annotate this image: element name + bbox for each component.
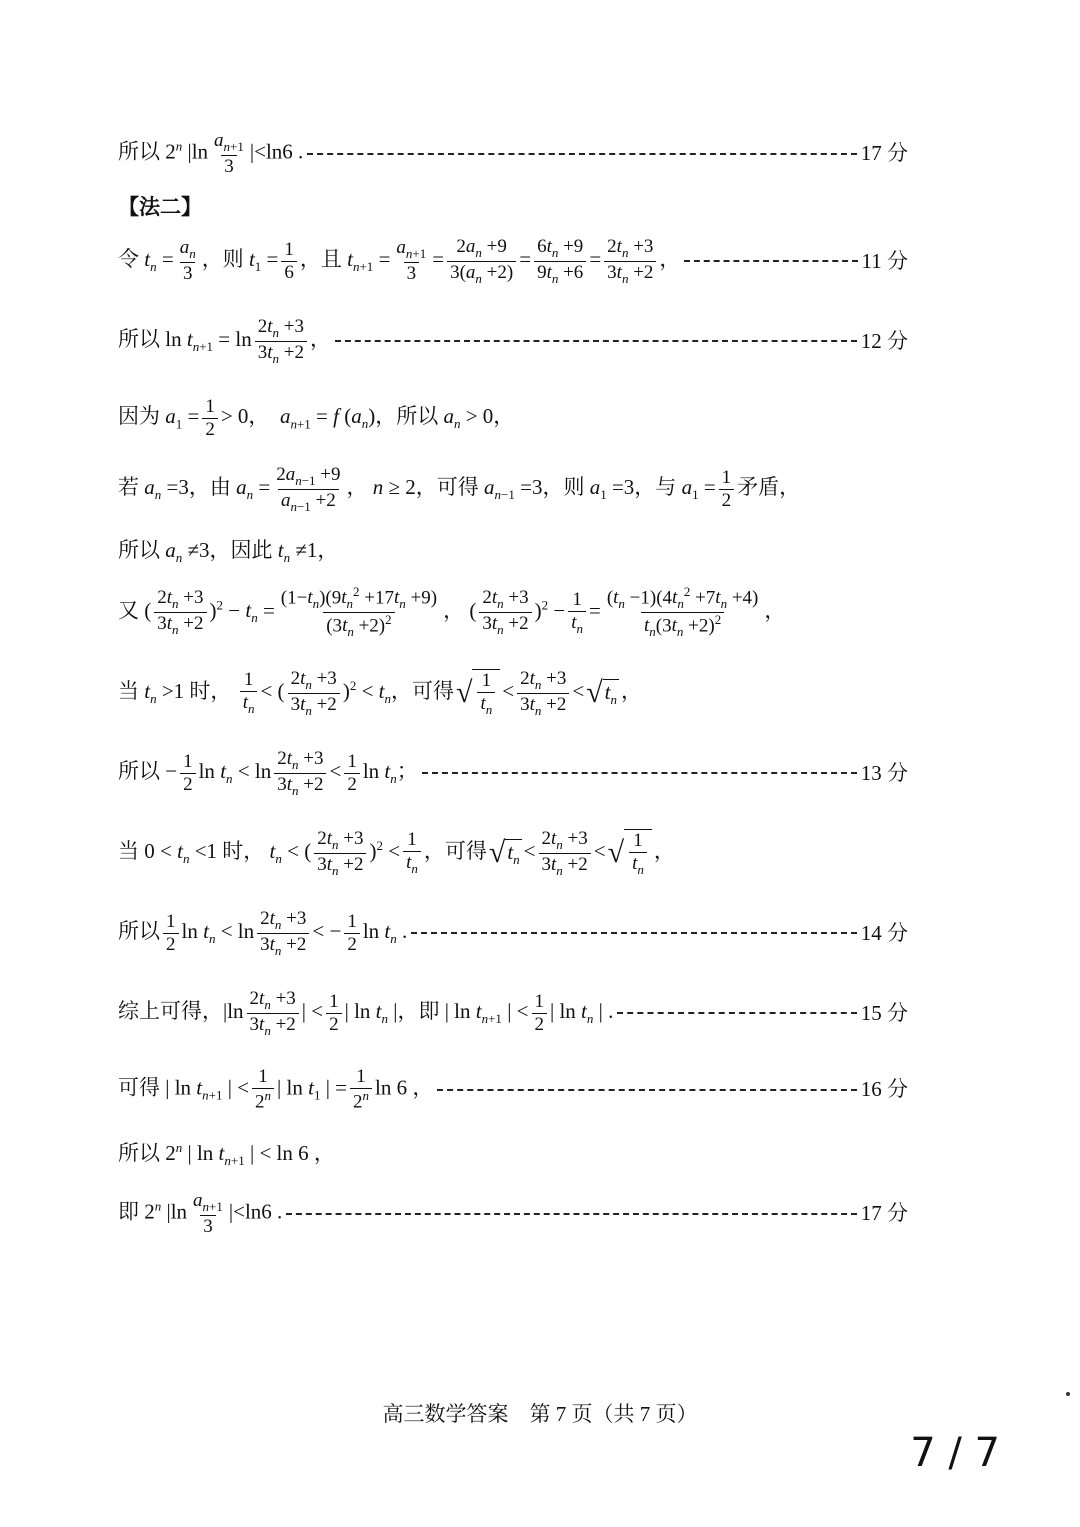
line-11-score [118, 236, 908, 286]
line-positivity [118, 396, 908, 441]
line-16-score [118, 1066, 908, 1113]
formula-text: 所以 $\frac{1}{2}$ $\ln t_n < \ln$ $\frac{2t_n +3}{3t_n +2}$ < − $\frac{1}{2}$ $\ln t_n$ . [118, 908, 408, 958]
formula-text: 所以 2$^n$ | $\ln t_{n+1}$ | < ln 6 ， [118, 1140, 335, 1169]
leader-dots [437, 1089, 856, 1091]
formula-text: 因为 $a_1$ = $\frac{1}{2}$ > 0， $a_{n+1} = f$ $(a_n)$，所以 $a_n > 0$， [118, 396, 515, 440]
formula-text: 综上可得，|ln $\frac{2t_n +3}{3t_n +2}$ | < $\frac{1}{2}$ | $\ln t_n$ |，即 | $\ln t_{n+1}$ | < $\frac{1}{2}$ | $\ln t_n$ | . [118, 988, 614, 1038]
score-label: 15 分 [860, 1000, 908, 1025]
line-14-score [118, 908, 908, 958]
formula-text: 可得 | $\ln t_{n+1}$ | < $\frac{1}{2^n}$ | $\ln t_1$ | = $\frac{1}{2^n}$ ln 6 ， [118, 1066, 434, 1113]
formula-text: 若 $a_n =3$，由 $a_n$ = $\frac{2a_{n-1} +9}{a_{n-1} +2}$ ， n ≥ 2，可得 $a_{n-1} =3$，则 $a_1 =3$，与 $a_1$ = $\frac{1}{2}$ 矛盾， [118, 464, 801, 514]
formula-text: 即 2$^n$ |ln $\frac{a_{n+1}}{3}$ |<ln6 . [118, 1190, 283, 1237]
score-label: 12 分 [860, 328, 908, 353]
score-label: 16 分 [860, 1076, 908, 1101]
score-label: 13 分 [860, 760, 908, 785]
line-case-greater [118, 668, 908, 718]
formula-text: 当 $0 < t_n <1$ 时， $t_n$ < ( $\frac{2t_n +3}{3t_n +2}$ )$^2$ < $\frac{1}{t_n}$ ，可得 √ $t_n$ < $\frac{2t_n +3}{3t_n +2}$ < √ $\frac{1}{t_n}$ ， [118, 828, 675, 878]
line-difference [118, 585, 908, 640]
method-heading [118, 195, 908, 220]
score-label: 11 分 [861, 248, 908, 273]
page-footer: 高三数学答案 第 7 页（共 7 页） [382, 1402, 698, 1426]
formula-text: 令 $t_n$ = $\frac{a_n}{3}$ ，则 $t_1$ = $\frac{1}{6}$ ，且 $t_{n+1}$ = $\frac{a_{n+1}}{3}$ = $\frac{2a_n +9}{3(a_n +2)}$ = $\frac{6t_n +9}{9t_n +6}$ = $\frac{2t_n +3}{3t_n +2}$ ， [118, 236, 681, 286]
line-case-less [118, 828, 908, 878]
line-bound [118, 1140, 908, 1169]
formula-text: 所以 $a_n \ne 3$，因此 $t_n \ne 1$， [118, 538, 339, 566]
page-indicator: 7 / 7 [910, 1430, 1000, 1476]
line-15-score [118, 988, 908, 1038]
leader-dots [307, 153, 856, 155]
formula-text: 所以 $\ln t_{n+1} = \ln$ $\frac{2t_n +3}{3t_n +2}$ ， [118, 316, 331, 366]
leader-dots [422, 772, 857, 774]
score-label: 14 分 [860, 920, 908, 945]
line-not-three [118, 538, 908, 566]
line-17-score-2 [118, 1190, 908, 1238]
formula-text: 所以 − $\frac{1}{2}$ $\ln t_n < \ln$ $\frac{2t_n +3}{3t_n +2}$ < $\frac{1}{2}$ $\ln t_n$； [118, 748, 418, 798]
formula-text: 所以 2$^n$ |ln $\frac{a_{n+1}}{3}$ |<ln6 . [118, 130, 304, 177]
line-13-score [118, 748, 908, 798]
heading-text: 【法二】 [118, 195, 202, 219]
leader-dots [335, 340, 857, 342]
score-label: 17 分 [860, 141, 908, 166]
formula-text: 当 $t_n >1$ 时， $\frac{1}{t_n}$ < ( $\frac{2t_n +3}{3t_n +2}$ )$^2 < t_n$，可得 √ $\frac{1}{t_n}$ < $\frac{2t_n +3}{3t_n +2}$ < √ $t_n$ ， [118, 668, 642, 718]
score-label: 17 分 [860, 1201, 908, 1226]
line-12-score [118, 316, 908, 366]
line-17-score-1 [118, 130, 908, 178]
leader-dots [684, 260, 857, 262]
leader-dots [617, 1012, 856, 1014]
scan-dot [1066, 1392, 1070, 1396]
leader-dots [411, 932, 857, 934]
line-contradiction [118, 464, 908, 514]
leader-dots [286, 1213, 856, 1215]
formula-text: 又 ( $\frac{2t_n +3}{3t_n +2}$ )$^2 - t_n$ = $\frac{(1-t_n)(9t_n^2 +17t_n +9)}{(3t_n +2)^2}$ ， ( $\frac{2t_n +3}{3t_n +2}$ )$^2$ − $\frac{1}{t_n}$ = $\frac{(t_n -1)(4t_n^2 +7t_n +4)}{t_n(3t_n +2)^2}$ ， [118, 584, 786, 640]
